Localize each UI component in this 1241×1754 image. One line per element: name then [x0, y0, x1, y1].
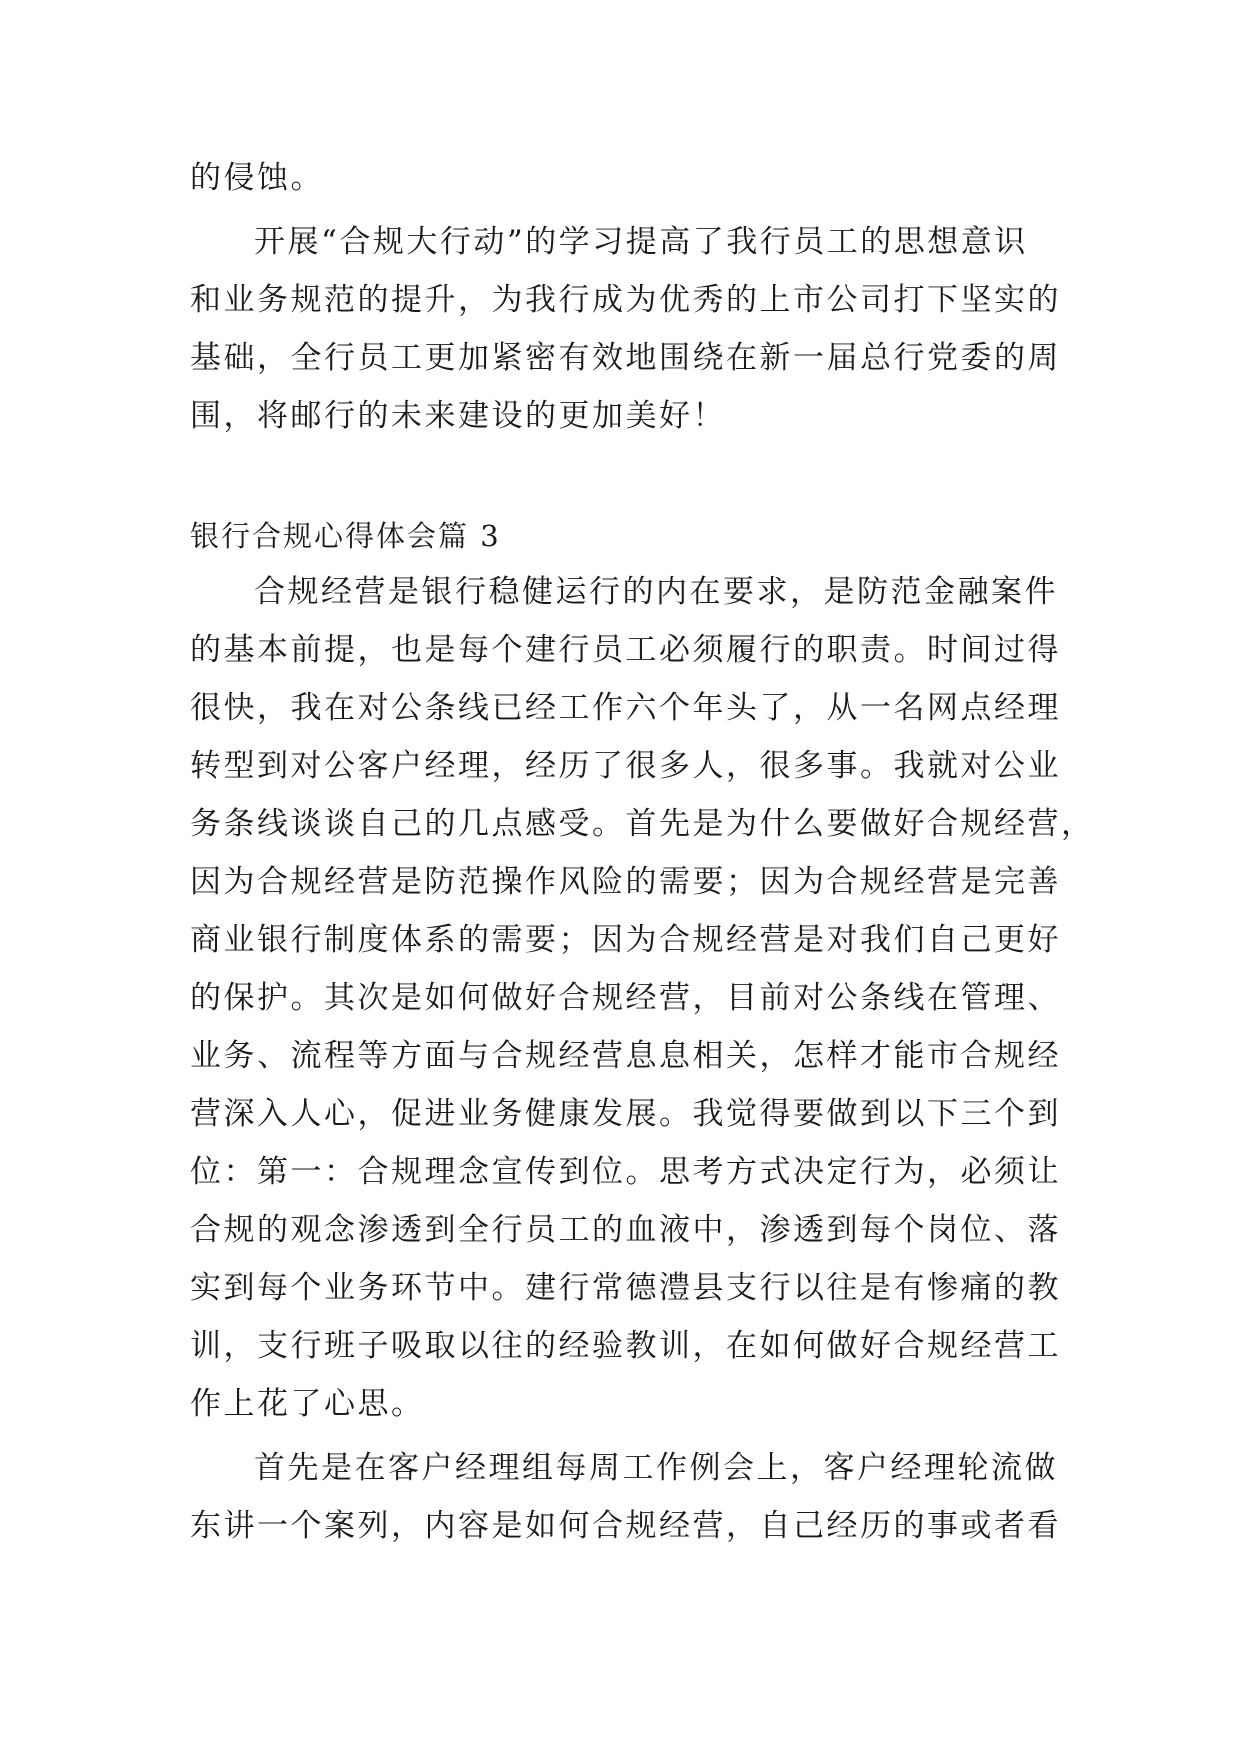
- paragraph-line: 商业银行制度体系的需要；因为合规经营是对我们自己更好: [190, 922, 1061, 958]
- paragraph-line: 作上花了心思。: [190, 1386, 425, 1422]
- paragraph-line: 因为合规经营是防范操作风险的需要；因为合规经营是完善: [190, 864, 1061, 900]
- paragraph-line: 首先是在客户经理组每周工作例会上，客户经理轮流做: [254, 1450, 1058, 1486]
- paragraph-line: 位：第一：合规理念宣传到位。思考方式决定行为，必须让: [190, 1154, 1061, 1190]
- paragraph-line: 实到每个业务环节中。建行常德澧县支行以往是有惨痛的教: [190, 1270, 1061, 1306]
- paragraph-line: 的保护。其次是如何做好合规经营，目前对公条线在管理、: [190, 980, 1061, 1016]
- paragraph-line: 合规的观念渗透到全行员工的血液中，渗透到每个岗位、落: [190, 1212, 1061, 1248]
- paragraph-line: 的侵蚀。: [190, 160, 324, 196]
- paragraph-line: 很快，我在对公条线已经工作六个年头了，从一名网点经理: [190, 690, 1061, 726]
- section-heading: 银行合规心得体会篇 3: [190, 519, 501, 553]
- paragraph-line: 和业务规范的提升，为我行成为优秀的上市公司打下坚实的: [190, 282, 1061, 318]
- paragraph-line: 开展“合规大行动”的学习提高了我行员工的思想意识: [254, 224, 1028, 260]
- paragraph-line: 围，将邮行的未来建设的更加美好！: [190, 398, 726, 434]
- paragraph-line: 业务、流程等方面与合规经营息息相关，怎样才能市合规经: [190, 1038, 1061, 1074]
- paragraph-line: 转型到对公客户经理，经历了很多人，很多事。我就对公业: [190, 748, 1061, 784]
- paragraph-line: 务条线谈谈自己的几点感受。首先是为什么要做好合规经营，: [190, 806, 1095, 842]
- paragraph-line: 营深入人心，促进业务健康发展。我觉得要做到以下三个到: [190, 1096, 1061, 1132]
- paragraph-line: 基础，全行员工更加紧密有效地围绕在新一届总行党委的周: [190, 340, 1061, 376]
- paragraph-line: 合规经营是银行稳健运行的内在要求，是防范金融案件: [254, 574, 1058, 610]
- paragraph-line: 东讲一个案列，内容是如何合规经营，自己经历的事或者看: [190, 1508, 1061, 1544]
- paragraph-line: 训，支行班子吸取以往的经验教训，在如何做好合规经营工: [190, 1328, 1061, 1364]
- paragraph-line: 的基本前提，也是每个建行员工必须履行的职责。时间过得: [190, 632, 1061, 668]
